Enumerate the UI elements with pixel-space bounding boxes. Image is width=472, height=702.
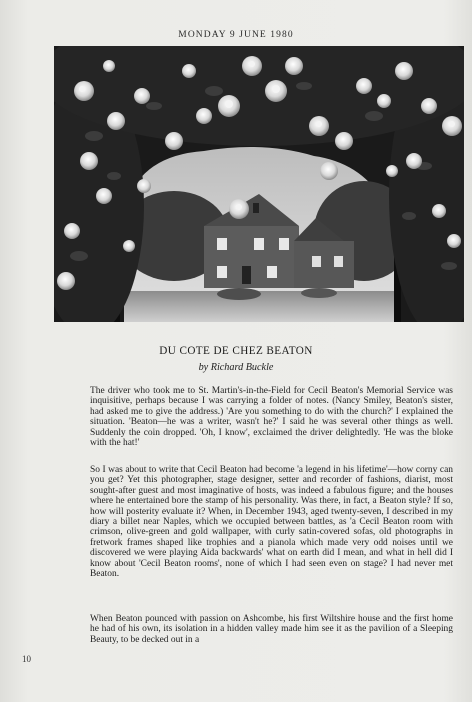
running-head: MONDAY 9 JUNE 1980 (178, 30, 294, 40)
article-paragraph-1: The driver who took me to St. Martin's-in-the-Field for Cecil Beaton's Memorial Service was inquisitive, perhaps because I was carrying a folder of notes. (Nancy Smiley, Beaton's sister, had asked me to give the address.) 'Are you something to do with the church?' I explained the situation. 'Beaton—he was a writer, wasn't he?' I said he was several other things as well. Suddenly the coin dropped. 'Oh, I know', exclaimed the driver delightedly. 'He was the bloke with the hat!' (90, 386, 453, 449)
article-paragraph-2: So I was about to write that Cecil Beaton had become 'a legend in his lifetime'—how corny can you get? Yet this photographer, stage designer, setter and recorder of fashions, diarist, most sought-after guest and most imaginative of hosts, was indeed a fabulous figure; and the houses where he entertained bore the stamp of his personality. Was there, in fact, a Beaton style? If so, how will posterity evaluate it? When, in December 1943, aged twenty-seven, I described in my diary a billet near Naples, which we occupied between battles, as 'a Cecil Beaton room with crimson, olive-green and gold wallpaper, with curly satin-covered sofas, old photographs in fretwork frames shaped like trophies and a pianola which made very odd noises until we discovered we were playing Aida backwards' what on earth did I mean, and what in hell did I know about 'Cecil Beaton rooms', none of which I had seen even on stage? I had never met Beaton. (90, 465, 453, 580)
page-number: 10 (22, 654, 31, 664)
article-byline: by Richard Buckle (198, 362, 274, 373)
house-through-roses-photo (54, 46, 464, 322)
article-paragraph-3: When Beaton pounced with passion on Ashcombe, his first Wiltshire house and the first home he had of his own, its isolation in a hidden valley made him see it as the pavilion of a Sleeping Beauty, to be decked out in a (90, 614, 453, 645)
article-title: DU COTE DE CHEZ BEATON (159, 345, 313, 357)
